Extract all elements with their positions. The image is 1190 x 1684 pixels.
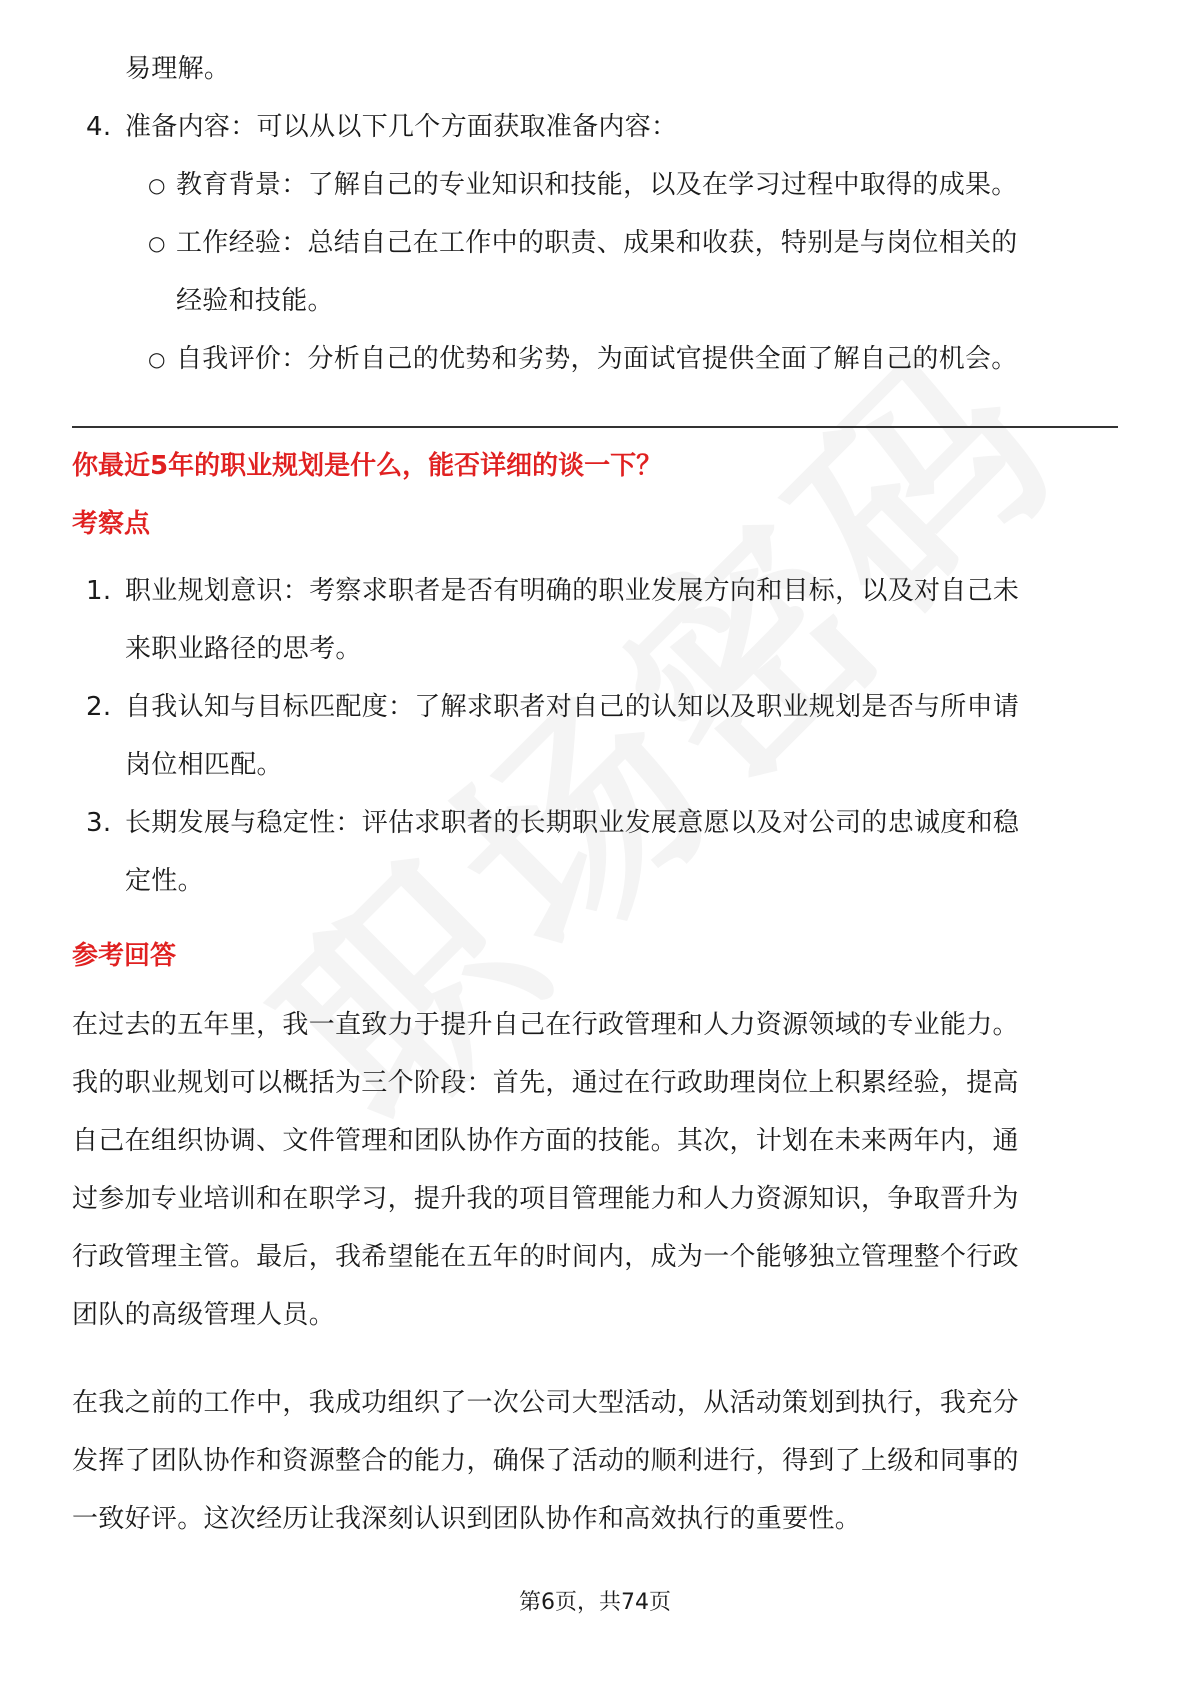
bullet-text — [176, 214, 1118, 330]
numbered-item-prep — [72, 98, 1118, 156]
bullet-circle-icon: ○ — [148, 231, 166, 255]
bullet-line: 工作经验：总结自己在工作中的职责、成果和收获，特别是与岗位相关的 — [176, 228, 1018, 258]
paragraph-line: 在我之前的工作中，我成功组织了一次公司大型活动，从活动策划到执行，我充分 — [72, 1388, 1019, 1418]
section-divider — [72, 426, 1118, 428]
bullet-line: 教育背景：了解自己的专业知识和技能，以及在学习过程中取得的成果。 — [176, 170, 1018, 200]
continuation-text: 易理解。 — [125, 54, 231, 84]
numbered-item — [72, 562, 1118, 678]
page-content — [72, 40, 1118, 1548]
bullet-item — [148, 330, 1118, 388]
section-heading-answer: 参考回答 — [72, 941, 177, 971]
item-line: 自我认知与目标匹配度：了解求职者对自己的认知以及职业规划是否与所申请 — [125, 692, 1020, 722]
item-number: 1. — [86, 576, 112, 606]
bullet-text — [176, 330, 1118, 388]
paragraph-line: 我的职业规划可以概括为三个阶段：首先，通过在行政助理岗位上积累经验，提高 — [72, 1068, 1019, 1098]
item-line: 来职业路径的思考。 — [125, 634, 362, 664]
bullet-line: 经验和技能。 — [176, 286, 334, 316]
item-line: 职业规划意识：考察求职者是否有明确的职业发展方向和目标，以及对自己未 — [125, 576, 1020, 606]
item-text — [125, 794, 1118, 910]
item-line: 岗位相匹配。 — [125, 750, 283, 780]
paragraph-line: 过参加专业培训和在职学习，提升我的项目管理能力和人力资源知识，争取晋升为 — [72, 1184, 1019, 1214]
paragraph-line: 发挥了团队协作和资源整合的能力，确保了活动的顺利进行，得到了上级和同事的 — [72, 1446, 1019, 1476]
paragraph-line: 在过去的五年里，我一直致力于提升自己在行政管理和人力资源领域的专业能力。 — [72, 1010, 1019, 1040]
answer-paragraph-1 — [72, 996, 1118, 1344]
item-text: 准备内容：可以从以下几个方面获取准备内容： — [125, 112, 678, 142]
bullet-circle-icon: ○ — [148, 173, 166, 197]
paragraph-line: 行政管理主管。最后，我希望能在五年的时间内，成为一个能够独立管理整个行政 — [72, 1242, 1019, 1272]
bullet-text — [176, 156, 1118, 214]
paragraph-line: 自己在组织协调、文件管理和团队协作方面的技能。其次，计划在未来两年内，通 — [72, 1126, 1019, 1156]
paragraph-line: 团队的高级管理人员。 — [72, 1300, 336, 1330]
page-footer: 第6页，共74页 — [519, 1590, 671, 1615]
item-line: 长期发展与稳定性：评估求职者的长期职业发展意愿以及对公司的忠诚度和稳 — [125, 808, 1020, 838]
bullet-circle-icon: ○ — [148, 347, 166, 371]
numbered-item — [72, 794, 1118, 910]
item-text — [125, 562, 1118, 678]
bullet-line: 自我评价：分析自己的优势和劣势，为面试官提供全面了解自己的机会。 — [176, 344, 1018, 374]
answer-paragraph-2 — [72, 1374, 1118, 1548]
item-number: 2. — [86, 692, 112, 722]
item-number: 4. — [86, 112, 112, 142]
bullet-item — [148, 214, 1118, 330]
numbered-item — [72, 678, 1118, 794]
item-line: 定性。 — [125, 866, 204, 896]
item-number: 3. — [86, 808, 112, 838]
paragraph-line: 一致好评。这次经历让我深刻认识到团队协作和高效执行的重要性。 — [72, 1504, 862, 1534]
bullet-list — [148, 156, 1118, 388]
question-heading: 你最近5年的职业规划是什么，能否详细的谈一下？ — [72, 451, 663, 481]
section-heading-points: 考察点 — [72, 509, 151, 539]
bullet-item — [148, 156, 1118, 214]
item-text — [125, 678, 1118, 794]
points-list — [72, 562, 1118, 910]
